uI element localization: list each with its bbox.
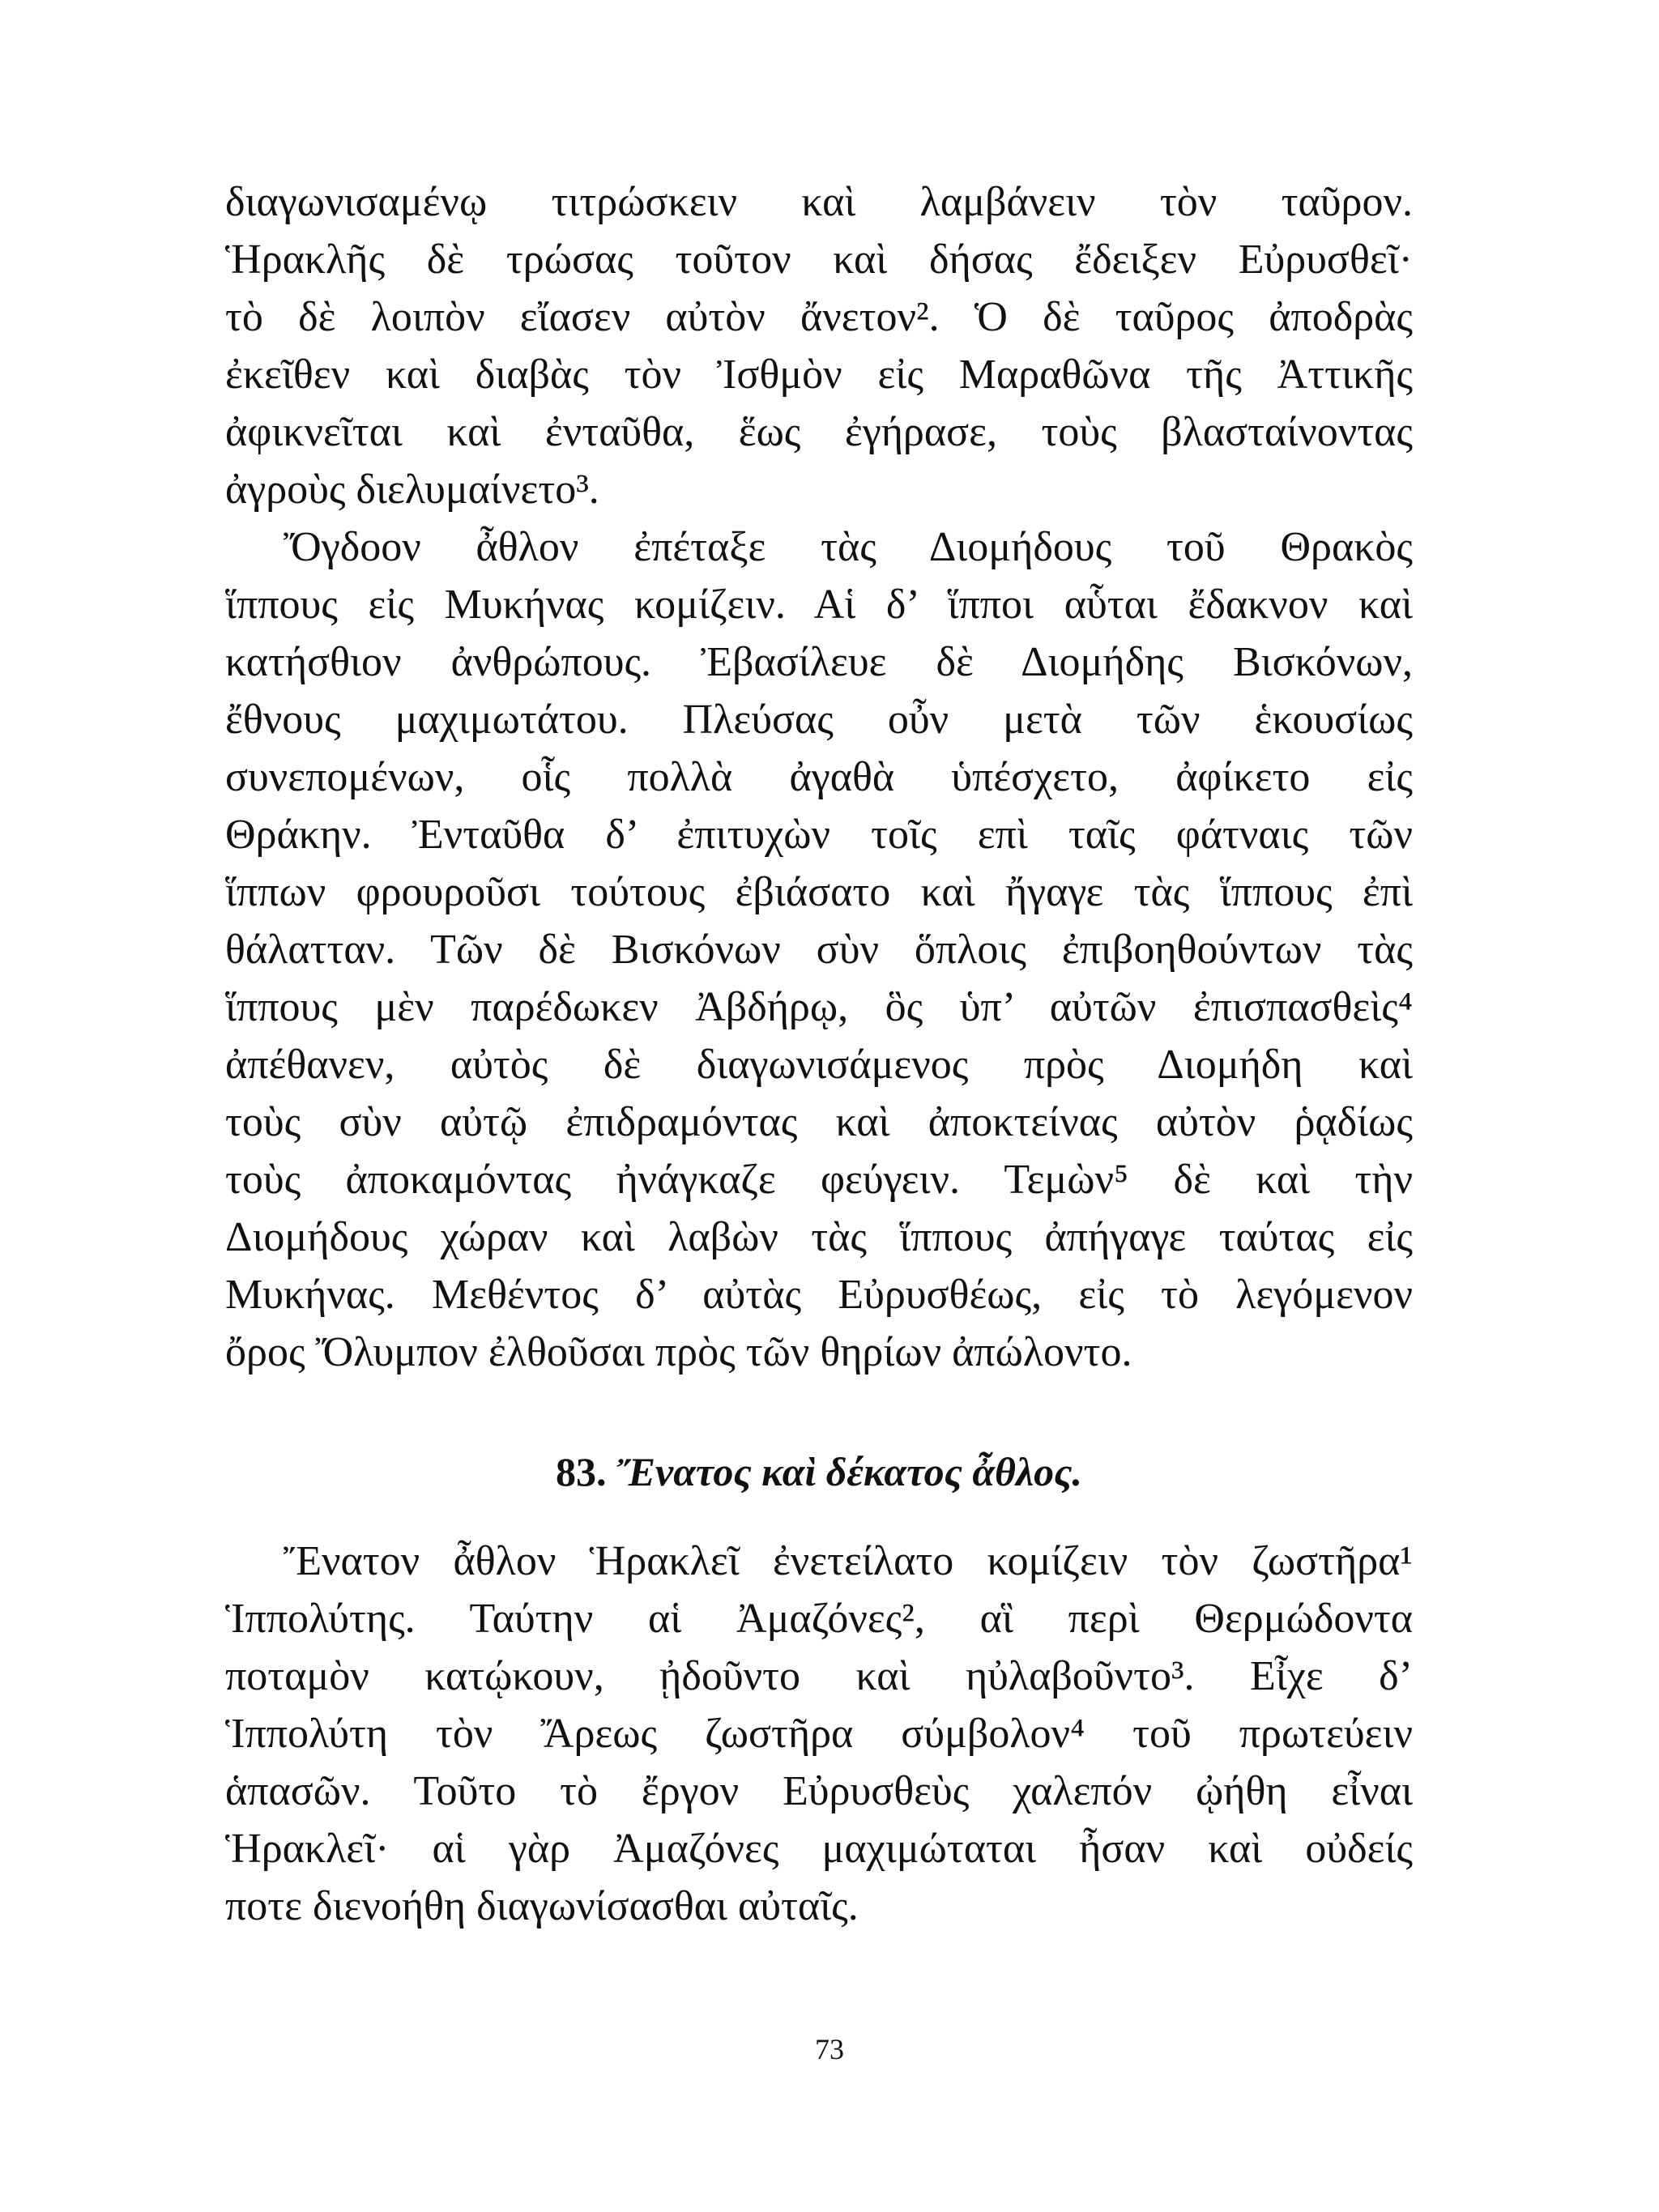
text-line: ἐκεῖθεν καὶ διαβὰς τὸν Ἰσθμὸν εἰς Μαραθῶνα τῆς Ἀττικῆς [225, 352, 1413, 398]
text-line: ποταμὸν κατῴκουν, ᾐδοῦντο καὶ ηὐλαβοῦντο³. Εἶχε δ’ [225, 1653, 1413, 1699]
text-line: ἀπέθανεν, αὐτὸς δὲ διαγωνισάμενος πρὸς Διομήδη καὶ [225, 1042, 1413, 1088]
text-line: Ἡρακλῆς δὲ τρώσας τοῦτον καὶ δήσας ἔδειξεν Εὐρυσθεῖ· [225, 237, 1413, 283]
text-line: ἵππους εἰς Μυκήνας κομίζειν. Αἱ δ’ ἵπποι αὗται ἔδακνον καὶ [225, 582, 1413, 628]
text-line: Μυκήνας. Μεθέντος δ’ αὐτὰς Εὐρυσθέως, εἰς τὸ λεγόμενον [225, 1272, 1413, 1318]
section-heading [225, 1443, 1413, 1500]
text-line: τὸ δὲ λοιπὸν εἴασεν αὐτὸν ἄνετον². Ὁ δὲ ταῦρος ἀποδρὰς [225, 294, 1413, 340]
text-line: Ἡρακλεῖ· αἱ γὰρ Ἀμαζόνες μαχιμώταται ἦσαν καὶ οὐδείς [225, 1826, 1413, 1872]
text-line: συνεπομένων, οἷς πολλὰ ἀγαθὰ ὑπέσχετο, ἀφίκετο εἰς [225, 754, 1413, 800]
text-line: ἔθνους μαχιμωτάτου. Πλεύσας οὖν μετὰ τῶν ἑκουσίως [225, 697, 1413, 743]
text-line: Ἔνατον ἆθλον Ἡρακλεῖ ἐνετείλατο κομίζειν τὸν ζωστῆρα¹ [284, 1538, 1413, 1584]
text-line: ἀφικνεῖται καὶ ἐνταῦθα, ἕως ἐγήρασε, τοὺς βλασταίνοντας [225, 409, 1413, 455]
text-line: ἵππους μὲν παρέδωκεν Ἀβδήρῳ, ὃς ὑπ’ αὐτῶν ἐπισπασθεὶς⁴ [225, 984, 1413, 1030]
text-line: ποτε διενοήθη διαγωνίσασθαι αὐταῖς. [225, 1883, 859, 1929]
text-line: τοὺς ἀποκαμόντας ἠνάγκαζε φεύγειν. Τεμὼν⁵ δὲ καὶ τὴν [225, 1157, 1413, 1203]
text-line: τοὺς σὺν αὐτῷ ἐπιδραμόντας καὶ ἀποκτείνας αὐτὸν ῥᾳδίως [225, 1099, 1413, 1145]
page-number: 73 [815, 2033, 844, 2065]
body-text [225, 1532, 1413, 1935]
text-line: κατήσθιον ἀνθρώπους. Ἐβασίλευε δὲ Διομήδης Βισκόνων, [225, 639, 1413, 685]
section-title: Ἔνατος καὶ δέκατος ἆθλος. [616, 1449, 1082, 1494]
text-line: ἵππων φρουροῦσι τούτους ἐβιάσατο καὶ ἤγαγε τὰς ἵππους ἐπὶ [225, 869, 1413, 915]
text-line: διαγωνισαμένῳ τιτρώσκειν καὶ λαμβάνειν τὸν ταῦρον. [225, 179, 1413, 225]
text-line: θάλατταν. Τῶν δὲ Βισκόνων σὺν ὅπλοις ἐπιβοηθούντων τὰς [225, 927, 1413, 973]
text-line: ἁπασῶν. Τοῦτο τὸ ἔργον Εὐρυσθεὺς χαλεπόν ᾠήθη εἶναι [225, 1768, 1413, 1814]
section-number: 83. [556, 1449, 607, 1494]
body-text [225, 173, 1413, 1381]
text-line: Ἱππολύτης. Ταύτην αἱ Ἀμαζόνες², αἳ περὶ Θερμώδοντα [225, 1596, 1413, 1642]
text-line: ἀγροὺς διελυμαίνετο³. [225, 467, 599, 513]
text-line: Διομήδους χώραν καὶ λαβὼν τὰς ἵππους ἀπήγαγε ταύτας εἰς [225, 1214, 1413, 1260]
text-line: Ὄγδοον ἆθλον ἐπέταξε τὰς Διομήδους τοῦ Θρακὸς [284, 524, 1413, 570]
text-line: Ἱππολύτη τὸν Ἄρεως ζωστῆρα σύμβολον⁴ τοῦ πρωτεύειν [225, 1711, 1413, 1757]
text-line: Θράκην. Ἐνταῦθα δ’ ἐπιτυχὼν τοῖς επὶ ταῖς φάτναις τῶν [225, 812, 1413, 858]
text-line: ὄρος Ὄλυμπον ἐλθοῦσαι πρὸς τῶν θηρίων ἀπώλοντο. [225, 1329, 1132, 1375]
